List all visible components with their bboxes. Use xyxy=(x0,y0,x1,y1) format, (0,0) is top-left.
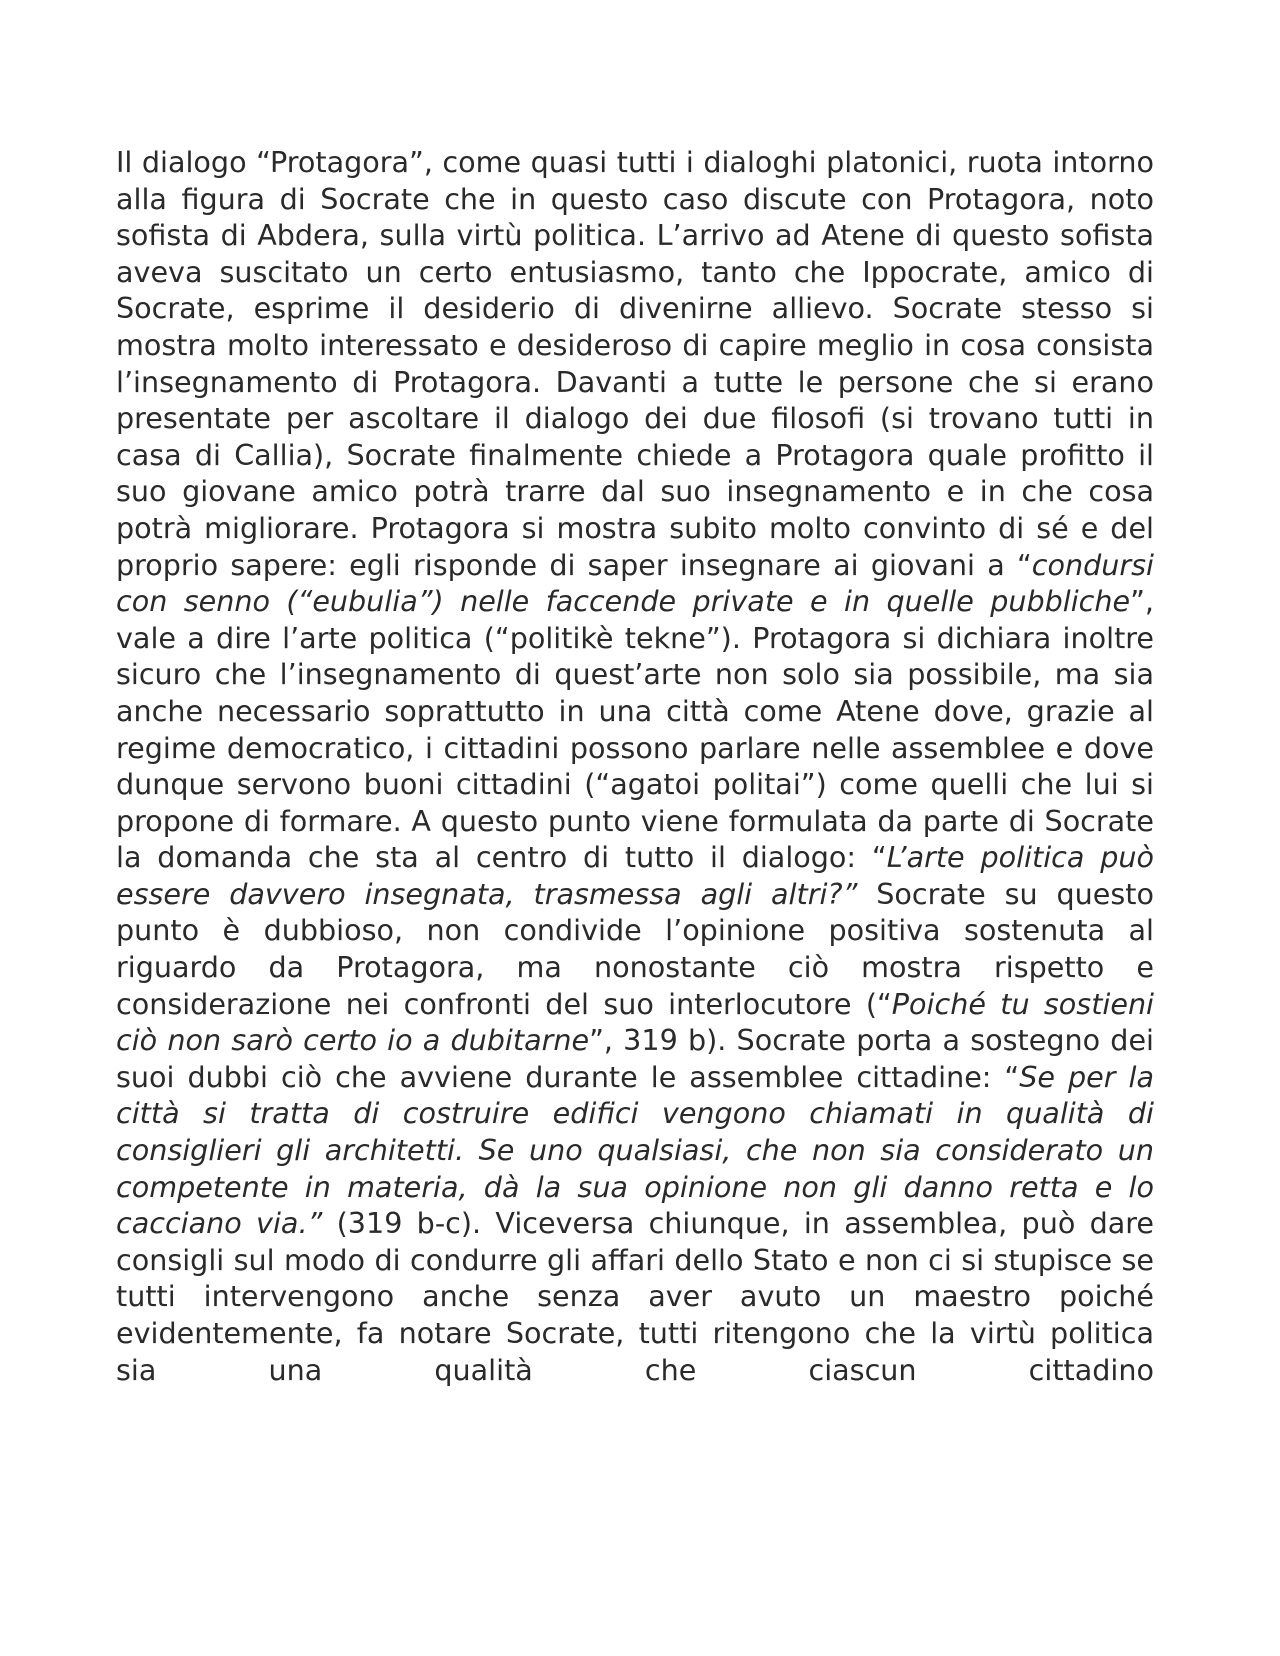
body-paragraph xyxy=(116,144,1154,1388)
text-segment: Socrate su questo punto è dubbioso, non condivide l’opinione positiva sostenuta al riguardo da Protagora, ma nonostante ciò mostra rispetto e considerazione nei confronti del suo interlocutore (“ xyxy=(116,876,1154,1021)
italic-quote: Se per la città si tratta di costruire edifici vengono chiamati in qualità di consiglieri gli architetti. Se uno qualsiasi, che non sia considerato un competente in materia, dà la sua opinione non gli danno retta e lo cacciano via.” xyxy=(116,1059,1154,1241)
text-segment: Il dialogo “Protagora”, come quasi tutti i dialoghi platonici, ruota intorno alla figura di Socrate che in questo caso discute con Protagora, noto sofista di Abdera, sulla virtù politica. L’arrivo ad Atene di questo sofista aveva suscitato un certo entusiasmo, tanto che Ippocrate, amico di Socrate, esprime il desiderio di divenirne allievo. Socrate stesso si mostra molto interessato e desideroso di capire meglio in cosa consista l’insegnamento di Protagora. Davanti a tutte le persone che si erano presentate per ascoltare il dialogo dei due filosofi (si trovano tutti in casa di Callia), Socrate finalmente chiede a Protagora quale profitto il suo giovane amico potrà trarre dal suo insegnamento e in che cosa potrà migliorare. Protagora si mostra subito molto convinto di sé e del proprio sapere: egli risponde di saper insegnare ai giovani a “ xyxy=(116,145,1154,582)
text-segment: ”, vale a dire l’arte politica (“politikè tekne”). Protagora si dichiara inoltre sicuro che l’insegnamento di quest’arte non solo sia possibile, ma sia anche necessario soprattutto in una città come Atene dove, grazie al regime democratico, i cittadini possono parlare nelle assemblee e dove dunque servono buoni cittadini (“agatoi politai”) come quelli che lui si propone di formare. A questo punto viene formulata da parte di Socrate la domanda che sta al centro di tutto il dialogo: “ xyxy=(116,584,1154,875)
italic-quote: condursi con senno (“eubulia”) nelle faccende private e in quelle pubbliche xyxy=(116,547,1154,619)
text-segment: ”, 319 b). Socrate porta a sostegno dei suoi dubbi ciò che avviene durante le assemblee cittadine: “ xyxy=(116,1023,1154,1094)
italic-quote: Poiché tu sostieni ciò non sarò certo io a dubitarne xyxy=(116,986,1155,1058)
italic-quote: L’arte politica può essere davvero insegnata, trasmessa agli altri?” xyxy=(116,840,1154,911)
text-segment: (319 b-c). Viceversa chiunque, in assemblea, può dare consigli sul modo di condurre gli affari dello Stato e non ci si stupisce se tutti intervengono anche senza aver avuto un maestro poiché evidentemente, fa notare Socrate, tutti ritengono che la virtù politica sia una qualità che ciascun cittadino xyxy=(116,1206,1154,1387)
